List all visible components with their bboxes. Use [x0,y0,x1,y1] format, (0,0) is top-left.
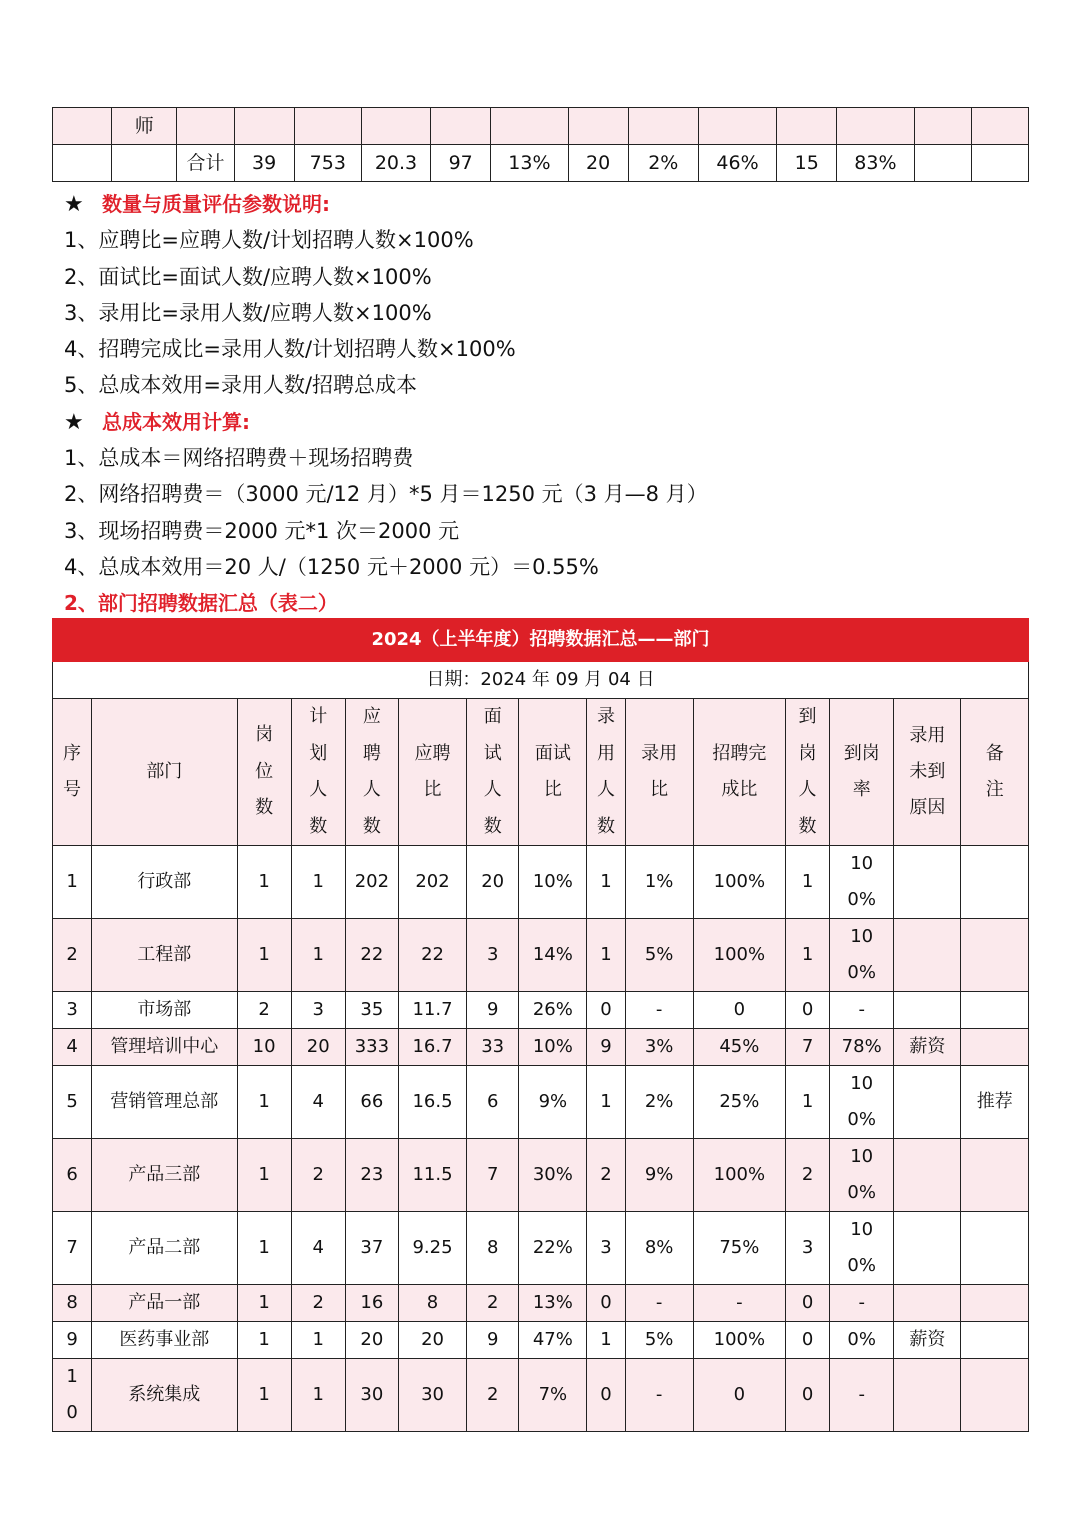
section-title: 2、部门招聘数据汇总（表二） [64,591,338,616]
table-cell: 4 [291,1212,345,1285]
table-cell: 23 [345,1139,398,1212]
table-cell [234,108,294,145]
table-cell: 11.5 [398,1139,466,1212]
table-row [53,919,1029,992]
table-cell: 35 [345,992,398,1029]
table-cell: 市场部 [92,992,237,1029]
table-cell: 1 [237,1212,291,1285]
table-cell: 13% [519,1285,587,1322]
table-cell [894,1285,961,1322]
table-cell: 9.25 [398,1212,466,1285]
table-cell: 9 [587,1029,625,1066]
table-cell: 22 [345,919,398,992]
table-cell: 10 [237,1029,291,1066]
table-cell [961,1285,1029,1322]
table-cell: 30% [519,1139,587,1212]
table-cell: 2 [467,1359,519,1432]
table-cell: 20 [398,1322,466,1359]
table-cell: 薪资 [894,1322,961,1359]
table-cell: 22 [398,919,466,992]
table-cell: 3 [291,992,345,1029]
table-cell: - [830,1285,894,1322]
table-cell: 薪资 [894,1029,961,1066]
table-cell: 16.5 [398,1066,466,1139]
table-cell: - [693,1285,785,1322]
table-cell: 1 [291,846,345,919]
table-cell: 100% [830,846,894,919]
table-cell: 20 [568,145,628,182]
table-title: 2024（上半年度）招聘数据汇总——部门 [53,619,1029,662]
table-cell [961,1359,1029,1432]
table-cell: 营销管理总部 [92,1066,237,1139]
column-header: 应聘比 [398,699,466,846]
column-header: 备注 [961,699,1029,846]
table-cell: 46% [698,145,776,182]
table-cell: 0 [587,1359,625,1432]
table-cell: 3 [467,919,519,992]
table-cell: 0 [785,1322,829,1359]
table-cell [961,1139,1029,1212]
table-cell: 1 [785,919,829,992]
column-header: 部门 [92,699,237,846]
table-cell: 2 [587,1139,625,1212]
table-cell: 25% [693,1066,785,1139]
table-cell: 产品二部 [92,1212,237,1285]
table-cell: 15 [777,145,837,182]
table-cell: 产品一部 [92,1285,237,1322]
table-cell: 39 [234,145,294,182]
table-cell: 7 [467,1139,519,1212]
table-cell: 100% [693,919,785,992]
table-cell: - [625,992,693,1029]
table-cell [914,108,971,145]
table-cell: 75% [693,1212,785,1285]
column-header: 招聘完成比 [693,699,785,846]
table-cell: 1 [53,846,92,919]
table-cell: 1 [587,1322,625,1359]
table-cell: 1 [237,919,291,992]
table-cell: 1 [237,1359,291,1432]
table-cell: 37 [345,1212,398,1285]
table-cell: 30 [398,1359,466,1432]
table-cell: 9% [625,1139,693,1212]
table-cell: 753 [294,145,361,182]
star-icon: ★ [64,409,84,435]
table-cell: 0 [587,1285,625,1322]
table-cell: 7 [53,1212,92,1285]
table-row [53,846,1029,919]
table-cell: 2 [291,1285,345,1322]
table-cell: 2% [625,1066,693,1139]
column-header: 面试比 [519,699,587,846]
table-cell [971,108,1028,145]
table-cell: 333 [345,1029,398,1066]
table-cell: 师 [112,108,177,145]
table-cell: 45% [693,1029,785,1066]
table-cell: 1 [237,1066,291,1139]
table-cell: 22% [519,1212,587,1285]
table-cell: 100% [693,846,785,919]
table-cell [294,108,361,145]
table-cell: 0 [785,1285,829,1322]
table-cell: 100% [693,1139,785,1212]
table-cell [971,145,1028,182]
table-cell: 2 [237,992,291,1029]
table-cell: 医药事业部 [92,1322,237,1359]
table-cell [361,108,430,145]
table-cell: 推荐 [961,1066,1029,1139]
table-cell: 管理培训中心 [92,1029,237,1066]
table-cell: 1 [587,919,625,992]
table-cell: 1 [291,1359,345,1432]
table-cell: 1 [587,1066,625,1139]
table-cell: 100% [830,1139,894,1212]
table-cell: 8% [625,1212,693,1285]
table-cell: 9 [53,1322,92,1359]
table-cell: 14% [519,919,587,992]
column-header: 岗位数 [237,699,291,846]
table-row [53,1139,1029,1212]
table-row [53,992,1029,1029]
table-cell: 0 [693,1359,785,1432]
table-cell: 30 [345,1359,398,1432]
table-cell: 2 [53,919,92,992]
table-cell: 202 [345,846,398,919]
table-cell: 系统集成 [92,1359,237,1432]
column-header: 应聘人数 [345,699,398,846]
table-cell: 2 [467,1285,519,1322]
table-cell: 1 [237,1322,291,1359]
column-header: 面试人数 [467,699,519,846]
table-cell [894,1212,961,1285]
table-cell: 83% [837,145,914,182]
table-cell: - [625,1359,693,1432]
note-item: 1、应聘比=应聘人数/计划招聘人数×100% [64,228,474,253]
note-item: 1、总成本＝网络招聘费＋现场招聘费 [64,446,414,471]
table-cell: 1 [237,1285,291,1322]
table-cell: 1 [587,846,625,919]
table-cell: 20 [291,1029,345,1066]
table-row [53,1212,1029,1285]
table-cell: 100% [830,1212,894,1285]
notes-section [64,186,1024,622]
table-cell: 工程部 [92,919,237,992]
column-header: 录用人数 [587,699,625,846]
note-item: 4、总成本效用＝20 人/（1250 元＋2000 元）＝0.55% [64,554,599,579]
table-cell: 10% [519,846,587,919]
table-cell [53,108,112,145]
table-cell: 202 [398,846,466,919]
heading-params: ★ 数量与质量评估参数说明: [64,186,1024,222]
table-cell: 3 [587,1212,625,1285]
table-date: 日期：2024 年 09 月 04 日 [53,662,1029,699]
table-cell: 0 [785,992,829,1029]
table-cell [698,108,776,145]
note-item: 5、总成本效用=录用人数/招聘总成本 [64,373,418,398]
column-header: 录用比 [625,699,693,846]
table-cell [961,992,1029,1029]
table-cell: 10 [53,1359,92,1432]
table-cell: 3 [53,992,92,1029]
note-item: 2、网络招聘费＝（3000 元/12 月）*5 月＝1250 元（3 月—8 月） [64,482,708,507]
table-row [53,1029,1029,1066]
heading-cost: ★ 总成本效用计算: [64,404,1024,440]
star-icon: ★ [64,192,84,217]
column-header: 到岗人数 [785,699,829,846]
table-cell [961,919,1029,992]
table-cell: 4 [53,1029,92,1066]
table-cell: 47% [519,1322,587,1359]
table-cell: 100% [830,1066,894,1139]
column-header: 到岗率 [830,699,894,846]
table-cell: 26% [519,992,587,1029]
table-cell [53,145,112,182]
table-cell: 8 [398,1285,466,1322]
note-item: 3、现场招聘费＝2000 元*1 次＝2000 元 [64,518,460,543]
note-item: 2、面试比=面试人数/应聘人数×100% [64,264,432,289]
table-cell: 9 [467,992,519,1029]
table-cell [894,919,961,992]
table-cell [431,108,491,145]
table-cell: 2 [291,1139,345,1212]
table-cell [894,846,961,919]
table-cell: 1 [785,846,829,919]
table-cell: 6 [467,1066,519,1139]
table-cell: 9% [519,1066,587,1139]
table-cell: 3 [785,1212,829,1285]
table-row [53,1066,1029,1139]
table-cell: 78% [830,1029,894,1066]
table-cell: 6 [53,1139,92,1212]
table-cell: 13% [491,145,568,182]
table-cell: 7% [519,1359,587,1432]
table-cell: 5 [53,1066,92,1139]
table-row [53,1322,1029,1359]
table-cell: - [625,1285,693,1322]
table-cell: 产品三部 [92,1139,237,1212]
table-cell: 10% [519,1029,587,1066]
department-recruitment-table [52,618,1029,1432]
table-cell [961,846,1029,919]
table-cell: 9 [467,1322,519,1359]
column-header: 计划人数 [291,699,345,846]
table-cell: 1 [291,1322,345,1359]
table-row [53,108,1029,145]
table-cell [894,1139,961,1212]
table-cell: 3% [625,1029,693,1066]
table-cell: 1 [237,846,291,919]
table-cell: 20.3 [361,145,430,182]
table-cell [961,1029,1029,1066]
table-cell [894,992,961,1029]
table-cell: 5% [625,1322,693,1359]
table-cell [177,108,234,145]
table-cell: 100% [693,1322,785,1359]
table-cell [628,108,698,145]
table-cell [961,1212,1029,1285]
table-cell: 33 [467,1029,519,1066]
table-cell [961,1322,1029,1359]
table-cell: 1% [625,846,693,919]
table-cell: 7 [785,1029,829,1066]
table-cell: 8 [467,1212,519,1285]
table-cell: 8 [53,1285,92,1322]
note-item: 4、招聘完成比=录用人数/计划招聘人数×100% [64,337,516,362]
summary-table-continued [52,107,1029,182]
table-cell [837,108,914,145]
table-cell [914,145,971,182]
table-cell: 1 [785,1066,829,1139]
table-cell [894,1066,961,1139]
table-row [53,1359,1029,1432]
table-cell: 97 [431,145,491,182]
total-label: 合计 [177,145,234,182]
table-cell: 1 [237,1139,291,1212]
table-cell [112,145,177,182]
table-cell: - [830,992,894,1029]
table-cell [777,108,837,145]
table-cell: 66 [345,1066,398,1139]
table-cell [568,108,628,145]
table-cell [894,1359,961,1432]
table-date-row [53,662,1029,699]
table-title-row [53,619,1029,662]
table-cell: 0 [785,1359,829,1432]
table-cell: 0% [830,1322,894,1359]
table-header-row [53,699,1029,846]
table-cell: 2% [628,145,698,182]
table-cell: 20 [467,846,519,919]
table-cell: 1 [291,919,345,992]
table-cell: 100% [830,919,894,992]
table-cell: 16 [345,1285,398,1322]
table-row-total [53,145,1029,182]
column-header: 序号 [53,699,92,846]
table-cell [491,108,568,145]
table-cell: 0 [693,992,785,1029]
note-item: 3、录用比=录用人数/应聘人数×100% [64,300,432,325]
table-cell: 5% [625,919,693,992]
table-cell: 11.7 [398,992,466,1029]
table-cell: 16.7 [398,1029,466,1066]
table-cell: 2 [785,1139,829,1212]
table-cell: 20 [345,1322,398,1359]
column-header: 录用未到原因 [894,699,961,846]
table-cell: 行政部 [92,846,237,919]
table-cell: 0 [587,992,625,1029]
table-body [53,846,1029,1432]
table-cell: - [830,1359,894,1432]
table-cell: 4 [291,1066,345,1139]
table-row [53,1285,1029,1322]
